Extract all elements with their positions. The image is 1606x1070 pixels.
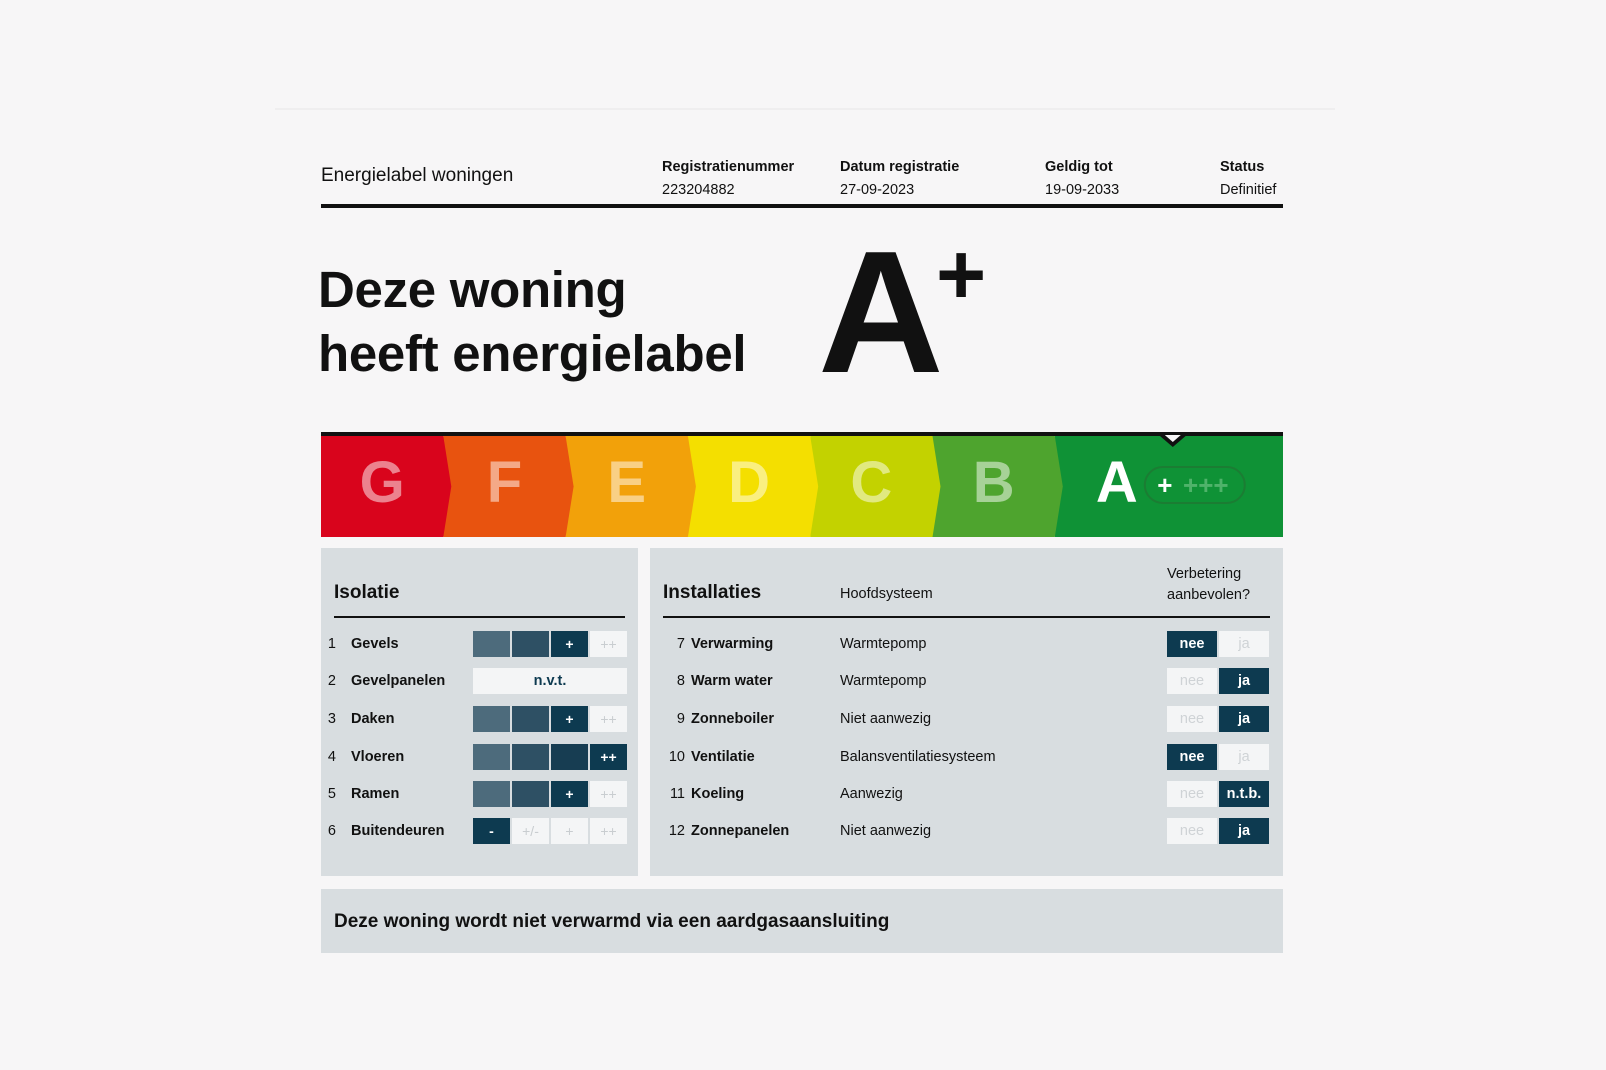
row-name: Daken [351,711,395,727]
geldig-tot-label: Geldig tot [1045,159,1113,175]
insulation-level-segment [512,631,549,657]
insulation-level-segment: +/- [512,818,549,844]
hoofdsysteem-value: Warmtepomp [840,636,927,652]
row-number: 11 [669,786,685,802]
verbetering-header-line-1: Verbetering [1167,566,1242,582]
geldig-tot-field [1045,156,1119,202]
insulation-level-segment [512,781,549,807]
nee-indicator: nee [1167,818,1217,844]
ja-indicator: ja [1219,668,1269,694]
insulation-level-segment [473,631,510,657]
scale-top-bar [321,432,1283,436]
isolatie-row [321,631,638,657]
insulation-level-segment: ++ [590,631,627,657]
row-name: Gevels [351,636,399,652]
insulation-level-segment: - [473,818,510,844]
verbetering-header [1167,564,1250,606]
isolatie-row [321,668,638,694]
ja-indicator: ja [1219,744,1269,770]
insulation-level-segment: ++ [590,818,627,844]
hoofdsysteem-value: Niet aanwezig [840,711,932,727]
hoofdsysteem-value: Niet aanwezig [840,823,932,839]
row-number: 8 [676,673,685,689]
isolatie-rule [334,616,625,618]
datum-registratie-label: Datum registratie [840,159,960,175]
row-number: 6 [327,823,336,839]
scale-inactive-plus: +++ [1183,470,1229,500]
insulation-level-segment: ++ [590,781,627,807]
installatie-row [650,668,1283,694]
headline-line-1: Deze woning [318,261,627,318]
insulation-level-segment: ++ [590,744,627,770]
status-value: Definitief [1220,182,1277,198]
row-name: Buitendeuren [351,823,445,839]
hoofdsysteem-value: Aanwezig [840,786,903,802]
installatie-row [650,781,1283,807]
status-label: Status [1220,159,1265,175]
hoofdsysteem-header: Hoofdsysteem [840,586,933,602]
row-number: 12 [668,823,685,839]
isolatie-row [321,818,638,844]
row-number: 10 [668,749,685,765]
row-number: 2 [327,673,336,689]
insulation-level-segment: + [551,818,588,844]
installaties-panel [650,548,1283,876]
insulation-level-segment [473,744,510,770]
nee-indicator: nee [1167,631,1217,657]
hoofdsysteem-value: Balansventilatiesysteem [840,749,996,765]
insulation-level-segment [512,744,549,770]
headline-line-2: heeft energielabel [318,325,747,382]
energy-label-big [818,214,1008,409]
row-number: 3 [327,711,336,727]
scale-letter-f: F [486,450,523,515]
row-name: Vloeren [351,749,405,765]
isolatie-title: Isolatie [334,582,400,603]
installaties-title: Installaties [663,582,762,603]
row-name: Zonnepanelen [691,823,790,839]
scale-letter-g: G [359,450,405,515]
nee-indicator: nee [1167,781,1217,807]
nee-indicator: nee [1167,668,1217,694]
insulation-level-segment: + [551,631,588,657]
top-divider [275,108,1335,110]
isolatie-panel [321,548,638,876]
insulation-level-segment [551,744,588,770]
headline [318,258,746,386]
datum-registratie-value: 27-09-2023 [840,182,915,198]
insulation-level-segment [512,706,549,732]
installatie-row [650,631,1283,657]
scale-letter-c: C [850,450,893,515]
insulation-level-segment: ++ [590,706,627,732]
row-name: Warm water [691,673,773,689]
energy-label-plus: + [936,227,987,323]
verbetering-header-line-2: aanbevolen? [1167,587,1251,603]
row-number: 1 [327,636,336,652]
row-name: Gevelpanelen [351,673,446,689]
scale-active-plus: + [1157,470,1173,500]
isolatie-row [321,744,638,770]
document-title: Energielabel woningen [321,165,514,186]
row-number: 5 [327,786,336,802]
insulation-level-segment: + [551,706,588,732]
energy-scale [321,432,1283,537]
isolatie-row [321,706,638,732]
row-number: 4 [327,749,336,765]
registratienummer-label: Registratienummer [662,159,795,175]
gas-connection-note-text: Deze woning wordt niet verwarmd via een aardgasaansluiting [334,911,890,932]
scale-letter-e: E [607,450,647,515]
insulation-level-segment: + [551,781,588,807]
hoofdsysteem-value: Warmtepomp [840,673,927,689]
installatie-row [650,818,1283,844]
nee-indicator: nee [1167,706,1217,732]
registratienummer-value: 223204882 [662,182,735,198]
insulation-level-segment [473,706,510,732]
row-number: 9 [676,711,685,727]
row-name: Ramen [351,786,400,802]
ja-indicator: ja [1219,631,1269,657]
installatie-row [650,744,1283,770]
row-name: Verwarming [691,636,774,652]
scale-letter-a: A [1095,450,1138,515]
installaties-rule [663,616,1270,618]
row-name: Zonneboiler [691,711,774,727]
row-name: Ventilatie [691,749,755,765]
row-number: 7 [676,636,685,652]
geldig-tot-value: 19-09-2033 [1045,182,1120,198]
row-name: Koeling [691,786,745,802]
registratienummer-field [662,156,794,202]
isolatie-row [321,781,638,807]
installatie-row [650,706,1283,732]
ja-indicator: n.t.b. [1219,781,1269,807]
insulation-level-segment [473,781,510,807]
datum-registratie-field [840,156,959,202]
energy-label-letter: A [818,214,944,409]
scale-letter-b: B [972,450,1015,515]
scale-letter-d: D [728,450,770,515]
nee-indicator: nee [1167,744,1217,770]
nvt-indicator: n.v.t. [473,668,627,694]
ja-indicator: ja [1219,818,1269,844]
document-header [321,150,1283,208]
energy-scale-graphic [321,432,1283,537]
ja-indicator: ja [1219,706,1269,732]
header-rule [321,204,1283,208]
gas-connection-note [321,889,1283,953]
status-field [1220,156,1276,202]
